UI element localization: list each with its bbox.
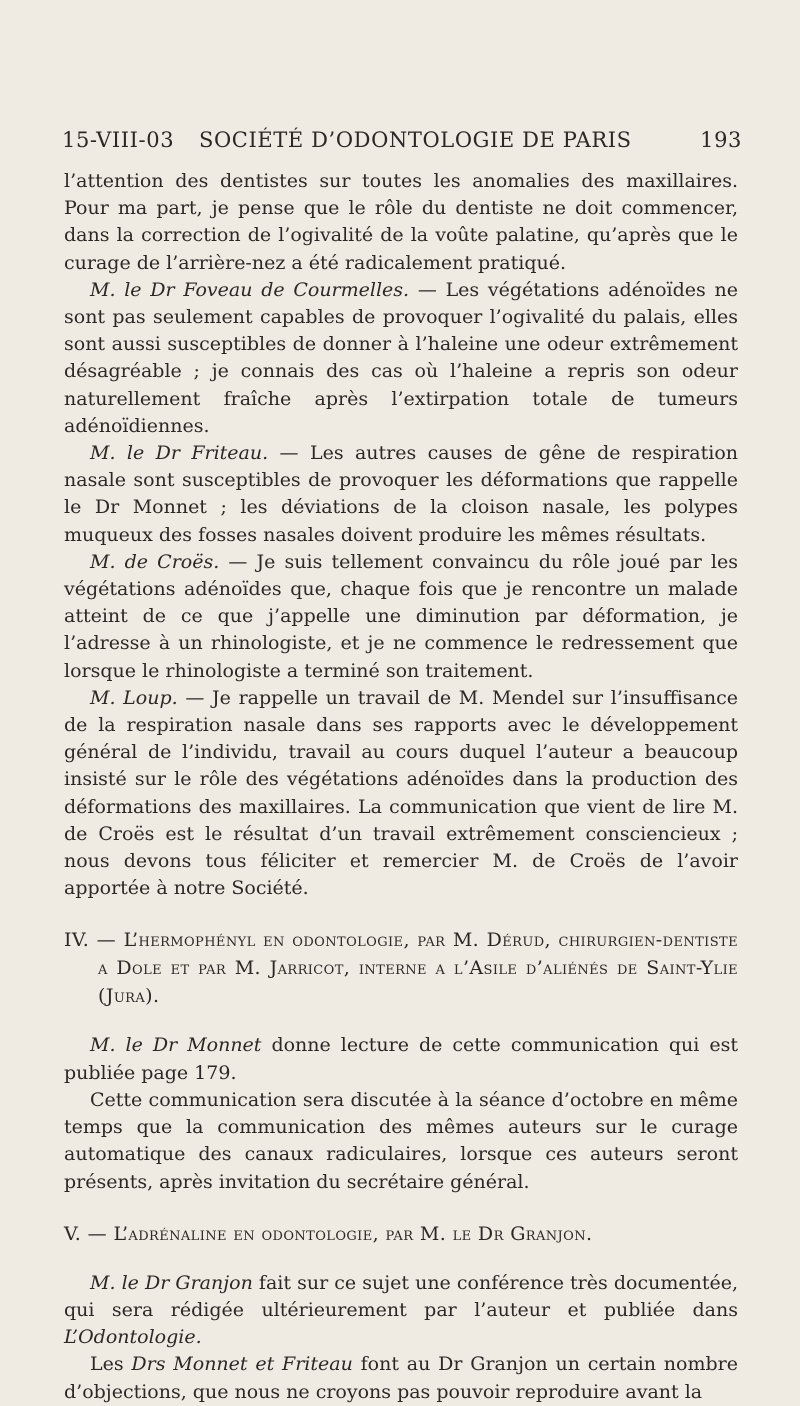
paragraph-text: l’attention des dentistes sur toutes les anomalies des maxillaires. Pour ma part, je pense que le rôle du dentiste ne doit commencer, dans la correction de l’ogivalité de la voûte palatine, qu’après que le curage de l’arrière-nez a été radicalement pratiqué. bbox=[64, 170, 738, 274]
paragraph-granjon bbox=[64, 1270, 738, 1352]
paragraph-text: font au Dr Granjon un certain nombre d’objections, que nous ne croyons pas pouvoir reproduire avant la bbox=[64, 1353, 738, 1403]
speaker-name: M. le Dr Monnet bbox=[90, 1034, 262, 1057]
paragraph-prefix: Les bbox=[90, 1353, 132, 1376]
paragraph-text: — Les végétations adénoïdes ne sont pas seulement capables de provoquer l’ogivalité du palais, elles sont aussi susceptibles de donner à l’haleine une odeur extrêmement désagréable ; je connais des cas où l’haleine a repris son odeur naturellement fraîche après l’extirpation totale de tumeurs adénoïdiennes. bbox=[64, 278, 738, 437]
page-number: 193 bbox=[700, 128, 742, 152]
paragraph-continuation bbox=[64, 168, 738, 277]
header-date: 15-VIII-03 bbox=[62, 128, 175, 152]
section-heading-v: V. — L’adrénaline en odontologie, par M. le Dr Granjon. bbox=[64, 1222, 593, 1245]
journal-title: L’Odontologie. bbox=[64, 1326, 202, 1349]
paragraph-text: — Je suis tellement convaincu du rôle joué par les végétations adénoïdes que, chaque fois que je rencontre un malade atteint de ce que j’appelle une diminution par déformation, je l’adresse à un rhinologiste, et je ne commence le redressement que lorsque le rhinologiste a terminé son traitement. bbox=[64, 550, 739, 682]
page-body bbox=[64, 168, 738, 1406]
paragraph-monnet bbox=[64, 1032, 738, 1086]
paragraph-foveau bbox=[64, 277, 738, 440]
paragraph-discussion-note bbox=[64, 1087, 738, 1196]
speaker-name: M. de Croës. bbox=[90, 550, 220, 573]
paragraph-loup bbox=[64, 685, 738, 903]
section-heading-iv: IV. — L’hermophényl en odontologie, par M. Dérud, chirurgien-dentiste a Dole et par M. Jarricot, interne a l’Asile d’aliénés de Saint-Ylie (Jura). bbox=[64, 929, 738, 1008]
speaker-name: M. le Dr Granjon bbox=[90, 1271, 253, 1294]
paragraph-text: — Je rappelle un travail de M. Mendel sur l’insuffisance de la respiration nasale dans ses rapports avec le développement général de l’individu, travail au cours duquel l’auteur a beaucoup insisté sur le rôle des végétations adénoïdes dans la production des déformations des maxillaires. La communication que vient de lire M. de Croës est le résultat d’un travail extrêmement consciencieux ; nous devons tous féliciter et remercier M. de Croës de l’avoir apportée à notre Société. bbox=[64, 686, 738, 900]
running-header bbox=[62, 128, 742, 158]
paragraph-text: fait sur ce sujet une conférence très documentée, qui sera rédigée ultérieurement par l’auteur et publiée dans bbox=[64, 1271, 738, 1321]
speaker-name: M. Loup. bbox=[90, 686, 178, 709]
paragraph-friteau bbox=[64, 440, 738, 549]
paragraph-text: Cette communication sera discutée à la séance d’octobre en même temps que la communication des mêmes auteurs sur le curage automatique des canaux radiculaires, lorsque ces auteurs seront présents, après invitation du secrétaire général. bbox=[64, 1088, 738, 1193]
speaker-names: Drs Monnet et Friteau bbox=[131, 1353, 353, 1376]
paragraph-text: donne lecture de cette communication qui est publiée page 179. bbox=[64, 1034, 738, 1084]
paragraph-croes bbox=[64, 549, 738, 685]
paragraph-objections bbox=[64, 1351, 738, 1405]
header-title: SOCIÉTÉ D’ODONTOLOGIE DE PARIS bbox=[199, 128, 632, 152]
speaker-name: M. le Dr Friteau. bbox=[90, 442, 269, 465]
speaker-name: M. le Dr Foveau de Courmelles. bbox=[90, 278, 410, 301]
paragraph-text: — Les autres causes de gêne de respiration nasale sont susceptibles de provoquer les déformations que rappelle le Dr Monnet ; les déviations de la cloison nasale, les polypes muqueux des fosses nasales doivent produire les mêmes résultats. bbox=[64, 442, 738, 546]
